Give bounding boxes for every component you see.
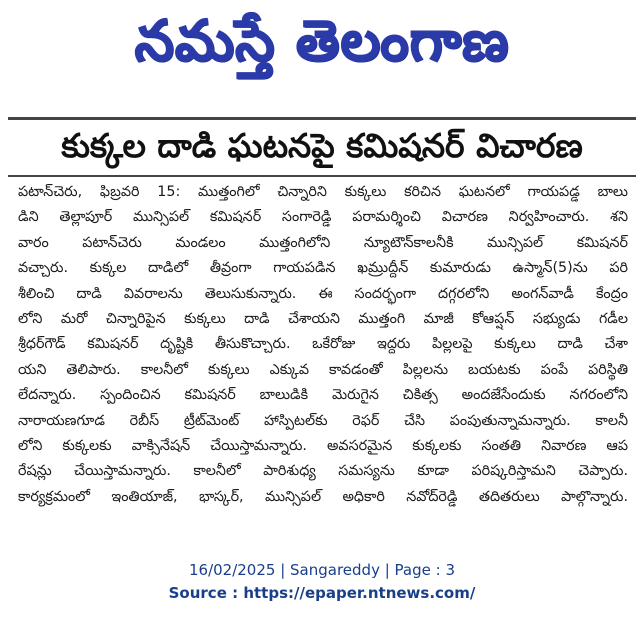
article-headline: కుక్కల దాడి ఘటనపై కమిషనర్ విచారణ — [61, 126, 583, 165]
article-line: వారం పటాన్‌చెరు మండలం ముత్తంగిలోని న్యూటౌన్‌కాలనీకి మున్సిపల్ కమిషనర్ — [18, 234, 628, 251]
article-line: నారాయణగూడ రెబీస్ ట్రీట్‌మెంట్ హాస్పిటల్‌కు రెఫర్ చేసి పంపుతున్నామన్నారు. కాలనీ — [18, 412, 628, 429]
headline-top-rule — [8, 117, 636, 120]
article-line: డిని తెల్లాపూర్ మున్సిపల్ కమిషనర్ సంగారెడ్డి పరామర్శించి విచారణ నిర్వహించారు. శని — [18, 209, 628, 226]
article-line: యని తెలిపారు. కాలనీలో కుక్కలు ఎక్కువ కావడంతో పిల్లలను బయటకు పంపే పరిస్థితి — [18, 361, 628, 378]
article-line: శ్రీధర్‌గౌడ్ కమిషనర్ దృష్టికి తీసుకొచ్చారు. ఒకేరోజు ఇద్దరు పిల్లలపై కుక్కలు దాడి చేశా — [18, 336, 628, 353]
article-line: లోని మరో చిన్నారిపైన కుక్కలు దాడి చేశాయని ముత్తంగి మాజీ కోఆప్షన్ సభ్యుడు గడీల — [18, 310, 628, 327]
article-body — [18, 180, 628, 510]
article-line: పటాన్‌చెరు, ఫిబ్రవరి 15: ముత్తంగిలో చిన్నారిని కుక్కలు కరిచిన ఘటనలో గాయపడ్డ బాలు — [18, 184, 628, 200]
article-line: కార్యక్రమంలో ఇంతియాజ్, భాస్కర్, మున్సిపల్ అధికారి నవోద్‌రెడ్డి తదితరులు పాల్గొన్నారు. — [18, 488, 628, 505]
article-line: లేదన్నారు. స్పందించిన కమిషనర్ బాలుడికి మెరుగైన చికిత్స అందజేసేందుకు నగరంలోని — [18, 387, 628, 404]
source-link[interactable]: Source : https://epaper.ntnews.com/ — [168, 584, 476, 602]
newspaper-logo: నమస్తే తెలంగాణ — [134, 8, 510, 74]
article-line: శీలించి దాడి వివరాలను తెలుసుకున్నారు. ఈ సందర్భంగా దగ్గరలోని అంగన్‌వాడీ కేంద్రం — [18, 285, 628, 302]
article-line: లోని కుక్కలకు వాక్సినేషన్ చేయిస్తామన్నారు. అవసరమైన కుక్కలకు సంతతి నివారణ ఆప — [18, 437, 628, 454]
article-line: రేషన్లు చేయిస్తామన్నారు. కాలనీలో పారిశుధ్య సమస్యను కూడా పరిష్కరిస్తామని చెప్పారు. — [18, 463, 628, 480]
edition-info: 16/02/2025 | Sangareddy | Page : 3 — [188, 561, 455, 579]
masthead — [0, 0, 644, 96]
article-line: వచ్చారు. కుక్కల దాడిలో తీవ్రంగా గాయపడిన ఖమ్రుద్దీన్ కుమారుడు ఉస్మాన్(5)ను పరి — [18, 260, 628, 277]
headline-bottom-rule — [8, 175, 636, 177]
